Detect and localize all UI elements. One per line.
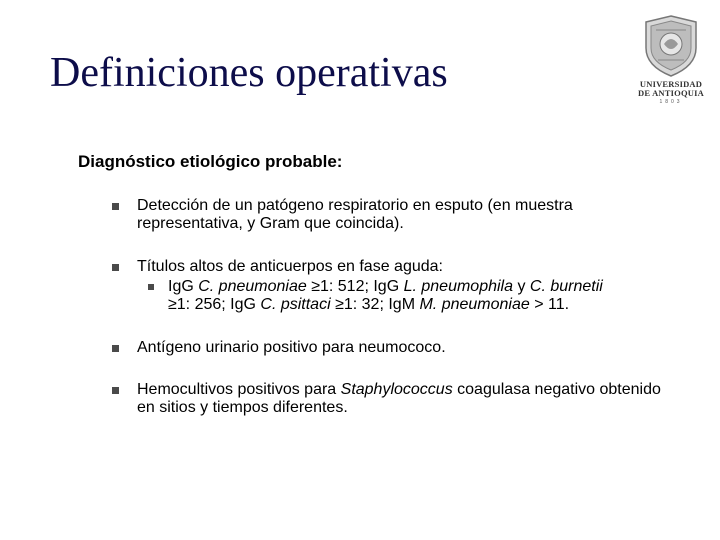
university-seal-icon <box>634 14 708 78</box>
logo-year: 1803 <box>659 99 683 105</box>
section-heading: Diagnóstico etiológico probable: <box>78 152 343 171</box>
square-bullet-icon <box>112 203 119 210</box>
square-bullet-icon <box>112 345 119 352</box>
square-bullet-icon <box>112 387 119 394</box>
sub-bullet-text: IgG C. pneumoniae ≥1: 512; IgG L. pneumophila y C. burnetii ≥1: 256; IgG C. psittaci ≥1: 32; IgM M. pneumoniae > 11. <box>168 278 603 313</box>
bullet-text: Hemocultivos positivos para Staphylococcus coagulasa negativo obtenido en sitios y tiempos diferentes. <box>137 381 661 416</box>
logo-line-2: DE ANTIOQUIA <box>638 88 704 98</box>
bullet-text: Detección de un patógeno respiratorio en esputo (en muestra representativa, y Gram que coincida). <box>137 197 573 232</box>
square-bullet-icon <box>148 284 154 290</box>
logo-line-1: UNIVERSIDAD <box>639 79 703 89</box>
bullet-text: Títulos altos de anticuerpos en fase aguda: <box>137 258 443 275</box>
square-bullet-icon <box>112 264 119 271</box>
bullet-text: Antígeno urinario positivo para neumococo. <box>137 339 446 356</box>
university-logo <box>634 14 708 104</box>
slide-title: Definiciones operativas <box>50 50 448 96</box>
